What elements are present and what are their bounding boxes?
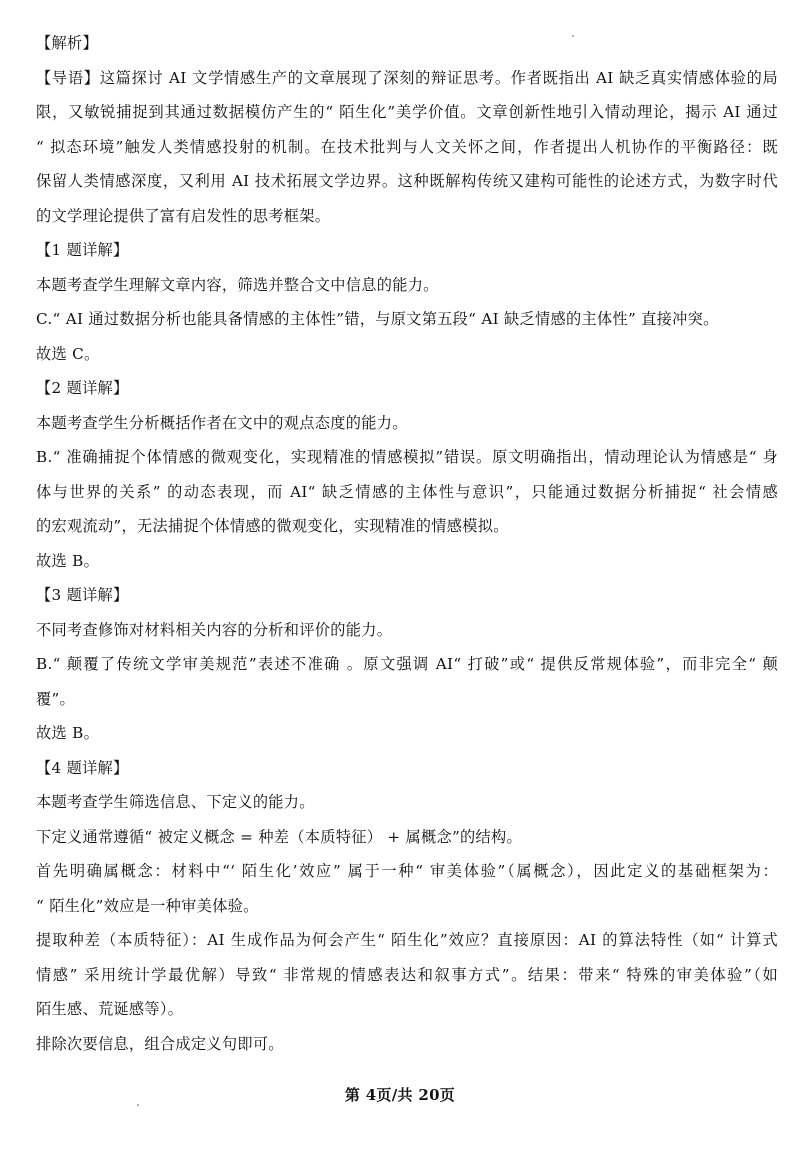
heading-analysis: 【解析】: [36, 34, 98, 52]
intro-line-3: “ 拟态环境”触发人类情感投射的机制。在技术批判与人文关怀之间，作者提出人机协作的平衡路径：既: [36, 137, 778, 156]
document-body: [36, 26, 778, 1061]
intro-line-1: 【导语】这篇探讨 AI 文学情感生产的文章展现了深刻的辩证思考。作者既指出 AI 缺乏真实情感体验的局: [36, 68, 778, 87]
q4-line-2: 下定义通常遵循“ 被定义概念 = 种差（本质特征） + 属概念”的结构。: [36, 827, 522, 846]
q4-line-3: 首先明确属概念：材料中“‘ 陌生化’效应” 属于一种“ 审美体验”（属概念），因此定义的基础框架为：: [36, 862, 778, 880]
q1-answer: 故选 C。: [36, 344, 100, 363]
q3-line-3: 覆”。: [36, 689, 76, 708]
q4-line-8: 排除次要信息，组合成定义句即可。: [36, 1034, 284, 1053]
q3-line-1: 不同考查修饰对材料相关内容的分析和评价的能力。: [36, 620, 393, 639]
scan-speck: [572, 35, 574, 37]
q2-line-1: 本题考查学生分析概括作者在文中的观点态度的能力。: [36, 413, 408, 432]
intro-line-2: 限，又敏锐捕捉到其通过数据模仿产生的“ 陌生化”美学价值。文章创新性地引入情动理论，揭示 AI 通过: [36, 103, 778, 121]
q4-line-6: 情感” 采用统计学最优解）导致“ 非常规的情感表达和叙事方式”。结果：带来“ 特殊的审美体验”（如: [36, 965, 778, 984]
q2-line-3: 体与世界的关系” 的动态表现，而 AI“ 缺乏情感的主体性与意识”，只能通过数据分析捕捉“ 社会情感: [36, 482, 778, 501]
q1-line-1: 本题考查学生理解文章内容，筛选并整合文中信息的能力。: [36, 275, 439, 294]
q2-answer: 故选 B。: [36, 551, 100, 570]
heading-q1: 【1 题详解】: [36, 241, 129, 259]
q2-line-2: B.“ 准确捕捉个体情感的微观变化，实现精准的情感模拟”错误。原文明确指出，情动理论认为情感是“ 身: [36, 448, 778, 466]
intro-line-5: 的文学理论提供了富有启发性的思考框架。: [36, 206, 331, 225]
q3-answer: 故选 B。: [36, 724, 100, 742]
q4-line-4: “ 陌生化”效应是一种审美体验。: [36, 896, 259, 915]
q1-line-2: C.“ AI 通过数据分析也能具备情感的主体性”错，与原文第五段“ AI 缺乏情感的主体性” 直接冲突。: [36, 310, 719, 328]
q4-line-1: 本题考查学生筛选信息、下定义的能力。: [36, 793, 315, 811]
q4-line-5: 提取种差（本质特征）：AI 生成作品为何会产生“ 陌生化”效应？直接原因：AI 的算法特性（如“ 计算式: [36, 931, 778, 949]
heading-q4: 【4 题详解】: [36, 758, 129, 777]
intro-line-4: 保留人类情感深度，又利用 AI 技术拓展文学边界。这种既解构传统又建构可能性的论述方式，为数字时代: [36, 172, 778, 190]
page-footer: 第 4页/共 20页: [344, 1086, 456, 1104]
q4-line-7: 陌生感、荒诞感等）。: [36, 1000, 184, 1018]
q3-line-2: B.“ 颠覆了传统文学审美规范”表述不准确 。原文强调 AI“ 打破”或“ 提供反常规体验”，而非完全“ 颠: [36, 655, 778, 673]
heading-q3: 【3 题详解】: [36, 586, 129, 604]
heading-q2: 【2 题详解】: [36, 379, 129, 397]
scan-speck: [137, 1104, 139, 1106]
q2-line-4: 的宏观流动”，无法捕捉个体情感的微观变化，实现精准的情感模拟。: [36, 517, 509, 535]
